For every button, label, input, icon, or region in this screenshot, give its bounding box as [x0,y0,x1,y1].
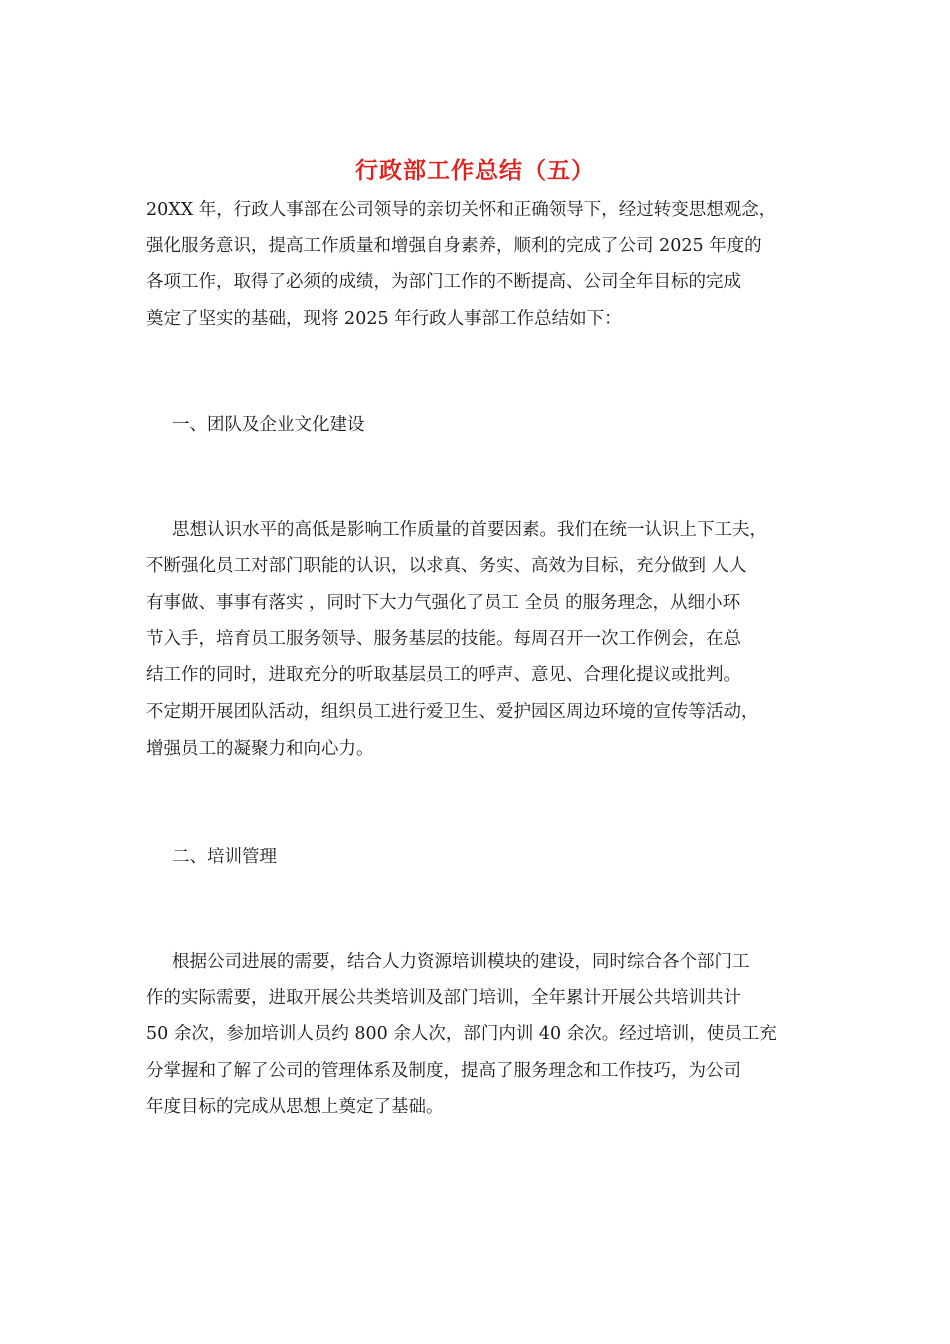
section2-line-1: 根据公司进展的需要，结合人力资源培训模块的建设，同时综合各个部门工 [172,952,750,972]
intro-line-1: 20XX 年，行政人事部在公司领导的亲切关怀和正确领导下，经过转变思想观念， [146,200,777,220]
intro-line-4: 奠定了坚实的基础，现将 2025 年行政人事部工作总结如下： [146,309,622,329]
section2-line-4: 分掌握和了解了公司的管理体系及制度，提高了服务理念和工作技巧，为公司 [146,1061,741,1081]
section1-line-3: 有事做、事事有落实 ，同时下大力气强化了员工 全员 的服务理念，从细小环 [146,593,741,613]
section2-line-2: 作的实际需要，进取开展公共类培训及部门培训，全年累计开展公共培训共计 [146,988,741,1008]
section2-line-5: 年度目标的完成从思想上奠定了基础。 [146,1097,444,1117]
intro-line-2: 强化服务意识，提高工作质量和增强自身素养，顺利的完成了公司 2025 年度的 [146,236,762,256]
section2-line-3: 50 余次，参加培训人员约 800 余人次，部门内训 40 余次。经过培训，使员工充 [146,1024,777,1044]
section1-line-2: 不断强化员工对部门职能的认识，以求真、务实、高效为目标，充分做到 人人 [146,556,747,576]
document-title: 行政部工作总结（五） [355,157,595,184]
section1-line-7: 增强员工的凝聚力和向心力。 [146,739,374,759]
section1-heading: 一、团队及企业文化建设 [172,415,365,435]
intro-line-3: 各项工作，取得了必须的成绩，为部门工作的不断提高、公司全年目标的完成 [146,272,741,292]
section1-line-1: 思想认识水平的高低是影响工作质量的首要因素。我们在统一认识上下工夫， [172,520,767,540]
section1-line-5: 结工作的同时，进取充分的听取基层员工的呼声、意见、合理化提议或批判。 [146,665,741,685]
section1-line-6: 不定期开展团队活动，组织员工进行爱卫生、爱护园区周边环境的宣传等活动， [146,702,759,722]
section1-line-4: 节入手，培育员工服务领导、服务基层的技能。每周召开一次工作例会，在总 [146,629,741,649]
section2-heading: 二、培训管理 [172,847,277,867]
